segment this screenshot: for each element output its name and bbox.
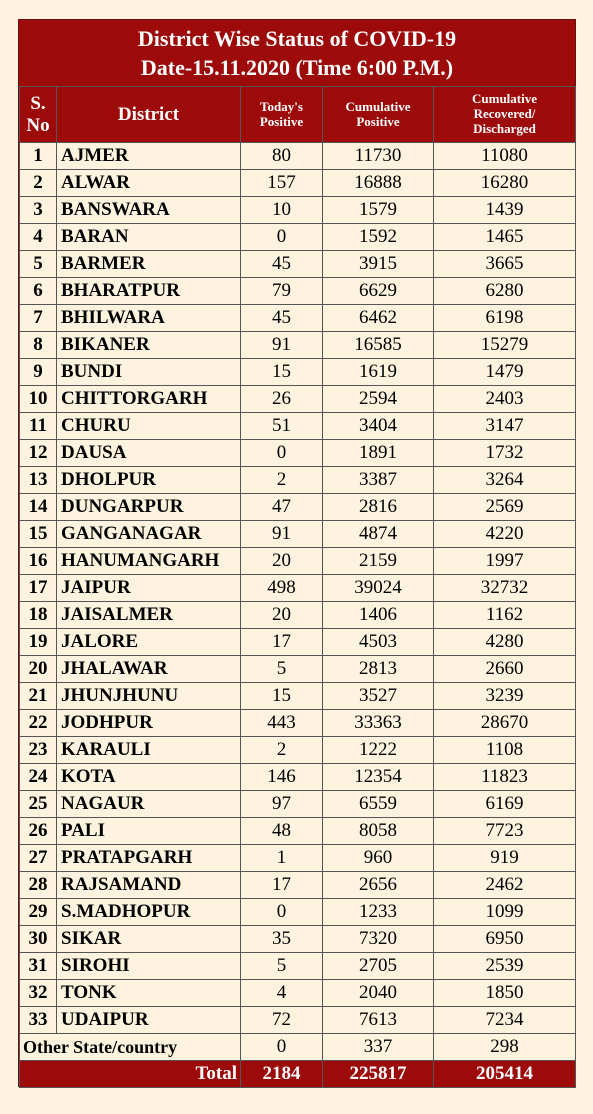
row-sno: 6: [20, 278, 57, 305]
row-recovered: 3665: [434, 251, 576, 278]
row-cumulative-positive: 1233: [323, 899, 434, 926]
total-recovered: 205414: [434, 1061, 576, 1088]
row-sno: 21: [20, 683, 57, 710]
district-status-table: [19, 86, 576, 1088]
row-district: SIROHI: [57, 953, 241, 980]
header-todays-line2: Positive: [259, 113, 304, 129]
table-row: [20, 575, 576, 602]
row-recovered: 2462: [434, 872, 576, 899]
table-row: [20, 980, 576, 1007]
row-recovered: 16280: [434, 170, 576, 197]
row-district: DHOLPUR: [57, 467, 241, 494]
header-sno: [20, 87, 57, 143]
row-sno: 12: [20, 440, 57, 467]
row-today-positive: 47: [241, 494, 323, 521]
table-row: [20, 278, 576, 305]
row-recovered: 3147: [434, 413, 576, 440]
other-label: Other State/country: [20, 1034, 241, 1061]
row-cumulative-positive: 3915: [323, 251, 434, 278]
total-today: 2184: [241, 1061, 323, 1088]
row-sno: 27: [20, 845, 57, 872]
row-today-positive: 2: [241, 467, 323, 494]
row-today-positive: 443: [241, 710, 323, 737]
row-sno: 25: [20, 791, 57, 818]
row-district: JHUNJHUNU: [57, 683, 241, 710]
row-today-positive: 97: [241, 791, 323, 818]
row-recovered: 919: [434, 845, 576, 872]
row-recovered: 4220: [434, 521, 576, 548]
total-row: [20, 1061, 576, 1088]
table-row: [20, 845, 576, 872]
row-cumulative-positive: 6462: [323, 305, 434, 332]
row-today-positive: 17: [241, 629, 323, 656]
row-cumulative-positive: 2705: [323, 953, 434, 980]
row-cumulative-positive: 7320: [323, 926, 434, 953]
row-recovered: 2403: [434, 386, 576, 413]
table-row: [20, 818, 576, 845]
row-today-positive: 91: [241, 521, 323, 548]
row-sno: 5: [20, 251, 57, 278]
row-district: JODHPUR: [57, 710, 241, 737]
row-today-positive: 2: [241, 737, 323, 764]
row-district: BANSWARA: [57, 197, 241, 224]
table-body: [20, 143, 576, 1088]
row-recovered: 15279: [434, 332, 576, 359]
table-row: [20, 494, 576, 521]
row-district: DAUSA: [57, 440, 241, 467]
row-district: HANUMANGARH: [57, 548, 241, 575]
row-today-positive: 0: [241, 224, 323, 251]
row-sno: 33: [20, 1007, 57, 1034]
row-recovered: 2539: [434, 953, 576, 980]
table-row: [20, 548, 576, 575]
row-today-positive: 26: [241, 386, 323, 413]
row-sno: 28: [20, 872, 57, 899]
row-district: GANGANAGAR: [57, 521, 241, 548]
header-todays-positive: [241, 87, 323, 143]
table-header: [20, 87, 576, 143]
other-cumulative: 337: [323, 1034, 434, 1061]
table-row: [20, 764, 576, 791]
row-district: RAJSAMAND: [57, 872, 241, 899]
table-row: [20, 872, 576, 899]
row-cumulative-positive: 6629: [323, 278, 434, 305]
row-district: JALORE: [57, 629, 241, 656]
table-row: [20, 413, 576, 440]
row-recovered: 28670: [434, 710, 576, 737]
row-today-positive: 1: [241, 845, 323, 872]
row-cumulative-positive: 1619: [323, 359, 434, 386]
title-line-1: District Wise Status of COVID-19: [137, 26, 457, 51]
header-sno-line2: No: [26, 114, 50, 136]
row-cumulative-positive: 1592: [323, 224, 434, 251]
row-today-positive: 20: [241, 602, 323, 629]
header-row: [20, 87, 576, 143]
row-sno: 19: [20, 629, 57, 656]
row-district: S.MADHOPUR: [57, 899, 241, 926]
row-recovered: 1479: [434, 359, 576, 386]
row-recovered: 7723: [434, 818, 576, 845]
table-row: [20, 170, 576, 197]
row-sno: 18: [20, 602, 57, 629]
row-cumulative-positive: 2816: [323, 494, 434, 521]
row-today-positive: 20: [241, 548, 323, 575]
row-recovered: 1108: [434, 737, 576, 764]
row-recovered: 1997: [434, 548, 576, 575]
row-cumulative-positive: 6559: [323, 791, 434, 818]
table-row: [20, 629, 576, 656]
row-today-positive: 35: [241, 926, 323, 953]
title-line-2: Date-15.11.2020 (Time 6:00 P.M.): [140, 55, 454, 80]
row-recovered: 2660: [434, 656, 576, 683]
table-row: [20, 359, 576, 386]
row-today-positive: 79: [241, 278, 323, 305]
row-sno: 31: [20, 953, 57, 980]
row-today-positive: 0: [241, 440, 323, 467]
row-district: BHILWARA: [57, 305, 241, 332]
row-recovered: 7234: [434, 1007, 576, 1034]
row-today-positive: 15: [241, 359, 323, 386]
row-recovered: 6280: [434, 278, 576, 305]
row-cumulative-positive: 4874: [323, 521, 434, 548]
row-cumulative-positive: 11730: [323, 143, 434, 170]
row-today-positive: 91: [241, 332, 323, 359]
row-sno: 22: [20, 710, 57, 737]
row-sno: 20: [20, 656, 57, 683]
row-cumulative-positive: 7613: [323, 1007, 434, 1034]
row-sno: 15: [20, 521, 57, 548]
report-title: [19, 20, 575, 86]
row-cumulative-positive: 39024: [323, 575, 434, 602]
table-row: [20, 1007, 576, 1034]
row-district: NAGAUR: [57, 791, 241, 818]
header-cumulative-line1: Cumulative: [345, 98, 411, 114]
row-cumulative-positive: 1579: [323, 197, 434, 224]
row-district: BARAN: [57, 224, 241, 251]
other-state-row: [20, 1034, 576, 1061]
row-recovered: 32732: [434, 575, 576, 602]
row-sno: 17: [20, 575, 57, 602]
row-cumulative-positive: 1891: [323, 440, 434, 467]
row-today-positive: 48: [241, 818, 323, 845]
table-row: [20, 791, 576, 818]
row-today-positive: 45: [241, 305, 323, 332]
table-row: [20, 737, 576, 764]
row-recovered: 11823: [434, 764, 576, 791]
row-cumulative-positive: 12354: [323, 764, 434, 791]
row-district: SIKAR: [57, 926, 241, 953]
row-district: JHALAWAR: [57, 656, 241, 683]
header-todays-line1: Today's: [260, 98, 303, 114]
table-row: [20, 467, 576, 494]
row-recovered: 1162: [434, 602, 576, 629]
row-sno: 14: [20, 494, 57, 521]
row-today-positive: 0: [241, 899, 323, 926]
table-row: [20, 143, 576, 170]
row-sno: 9: [20, 359, 57, 386]
row-today-positive: 146: [241, 764, 323, 791]
row-cumulative-positive: 4503: [323, 629, 434, 656]
header-recovered-line1: Cumulative: [472, 91, 537, 107]
table-row: [20, 251, 576, 278]
row-recovered: 6198: [434, 305, 576, 332]
row-today-positive: 51: [241, 413, 323, 440]
row-today-positive: 498: [241, 575, 323, 602]
row-recovered: 1850: [434, 980, 576, 1007]
row-sno: 2: [20, 170, 57, 197]
row-recovered: 1465: [434, 224, 576, 251]
table-row: [20, 602, 576, 629]
row-sno: 1: [20, 143, 57, 170]
header-recovered-line3: Discharged: [473, 120, 536, 136]
row-recovered: 3239: [434, 683, 576, 710]
table-row: [20, 197, 576, 224]
row-cumulative-positive: 3527: [323, 683, 434, 710]
row-sno: 3: [20, 197, 57, 224]
row-district: CHITTORGARH: [57, 386, 241, 413]
row-sno: 23: [20, 737, 57, 764]
row-sno: 24: [20, 764, 57, 791]
table-row: [20, 224, 576, 251]
table-row: [20, 305, 576, 332]
row-district: UDAIPUR: [57, 1007, 241, 1034]
row-recovered: 2569: [434, 494, 576, 521]
row-today-positive: 80: [241, 143, 323, 170]
row-today-positive: 15: [241, 683, 323, 710]
row-sno: 26: [20, 818, 57, 845]
row-cumulative-positive: 2159: [323, 548, 434, 575]
row-recovered: 4280: [434, 629, 576, 656]
header-recovered: [434, 87, 576, 143]
table-row: [20, 926, 576, 953]
row-district: DUNGARPUR: [57, 494, 241, 521]
row-recovered: 1732: [434, 440, 576, 467]
row-district: TONK: [57, 980, 241, 1007]
row-sno: 8: [20, 332, 57, 359]
row-recovered: 6169: [434, 791, 576, 818]
row-cumulative-positive: 1406: [323, 602, 434, 629]
row-district: PALI: [57, 818, 241, 845]
table-row: [20, 440, 576, 467]
other-today: 0: [241, 1034, 323, 1061]
row-recovered: 3264: [434, 467, 576, 494]
header-district: District: [57, 87, 241, 143]
row-today-positive: 5: [241, 656, 323, 683]
table-row: [20, 683, 576, 710]
row-cumulative-positive: 1222: [323, 737, 434, 764]
row-district: BUNDI: [57, 359, 241, 386]
row-cumulative-positive: 3387: [323, 467, 434, 494]
total-label: Total: [20, 1061, 241, 1088]
table-row: [20, 656, 576, 683]
row-cumulative-positive: 16585: [323, 332, 434, 359]
row-cumulative-positive: 960: [323, 845, 434, 872]
table-row: [20, 521, 576, 548]
row-sno: 29: [20, 899, 57, 926]
row-cumulative-positive: 3404: [323, 413, 434, 440]
row-district: JAIPUR: [57, 575, 241, 602]
row-sno: 7: [20, 305, 57, 332]
table-row: [20, 953, 576, 980]
row-district: BIKANER: [57, 332, 241, 359]
row-district: BARMER: [57, 251, 241, 278]
row-today-positive: 45: [241, 251, 323, 278]
row-sno: 11: [20, 413, 57, 440]
header-recovered-line2: Recovered/: [473, 106, 536, 122]
row-sno: 10: [20, 386, 57, 413]
header-cumulative-line2: Positive: [356, 113, 400, 129]
row-today-positive: 72: [241, 1007, 323, 1034]
other-recovered: 298: [434, 1034, 576, 1061]
row-recovered: 11080: [434, 143, 576, 170]
table-row: [20, 710, 576, 737]
row-today-positive: 157: [241, 170, 323, 197]
row-cumulative-positive: 2813: [323, 656, 434, 683]
row-cumulative-positive: 2656: [323, 872, 434, 899]
row-sno: 30: [20, 926, 57, 953]
row-recovered: 6950: [434, 926, 576, 953]
total-cumulative: 225817: [323, 1061, 434, 1088]
row-sno: 32: [20, 980, 57, 1007]
row-today-positive: 5: [241, 953, 323, 980]
row-sno: 16: [20, 548, 57, 575]
row-district: ALWAR: [57, 170, 241, 197]
row-district: BHARATPUR: [57, 278, 241, 305]
table-row: [20, 386, 576, 413]
row-district: CHURU: [57, 413, 241, 440]
row-cumulative-positive: 2594: [323, 386, 434, 413]
row-recovered: 1099: [434, 899, 576, 926]
row-district: AJMER: [57, 143, 241, 170]
row-sno: 13: [20, 467, 57, 494]
row-district: PRATAPGARH: [57, 845, 241, 872]
table-row: [20, 332, 576, 359]
row-district: KARAULI: [57, 737, 241, 764]
row-cumulative-positive: 2040: [323, 980, 434, 1007]
row-cumulative-positive: 33363: [323, 710, 434, 737]
row-district: KOTA: [57, 764, 241, 791]
table-row: [20, 899, 576, 926]
covid-status-report: [18, 19, 576, 1087]
row-cumulative-positive: 16888: [323, 170, 434, 197]
row-today-positive: 10: [241, 197, 323, 224]
row-today-positive: 17: [241, 872, 323, 899]
row-today-positive: 4: [241, 980, 323, 1007]
row-district: JAISALMER: [57, 602, 241, 629]
header-cumulative-positive: [323, 87, 434, 143]
row-sno: 4: [20, 224, 57, 251]
row-recovered: 1439: [434, 197, 576, 224]
header-sno-line1: S.: [30, 92, 46, 114]
row-cumulative-positive: 8058: [323, 818, 434, 845]
